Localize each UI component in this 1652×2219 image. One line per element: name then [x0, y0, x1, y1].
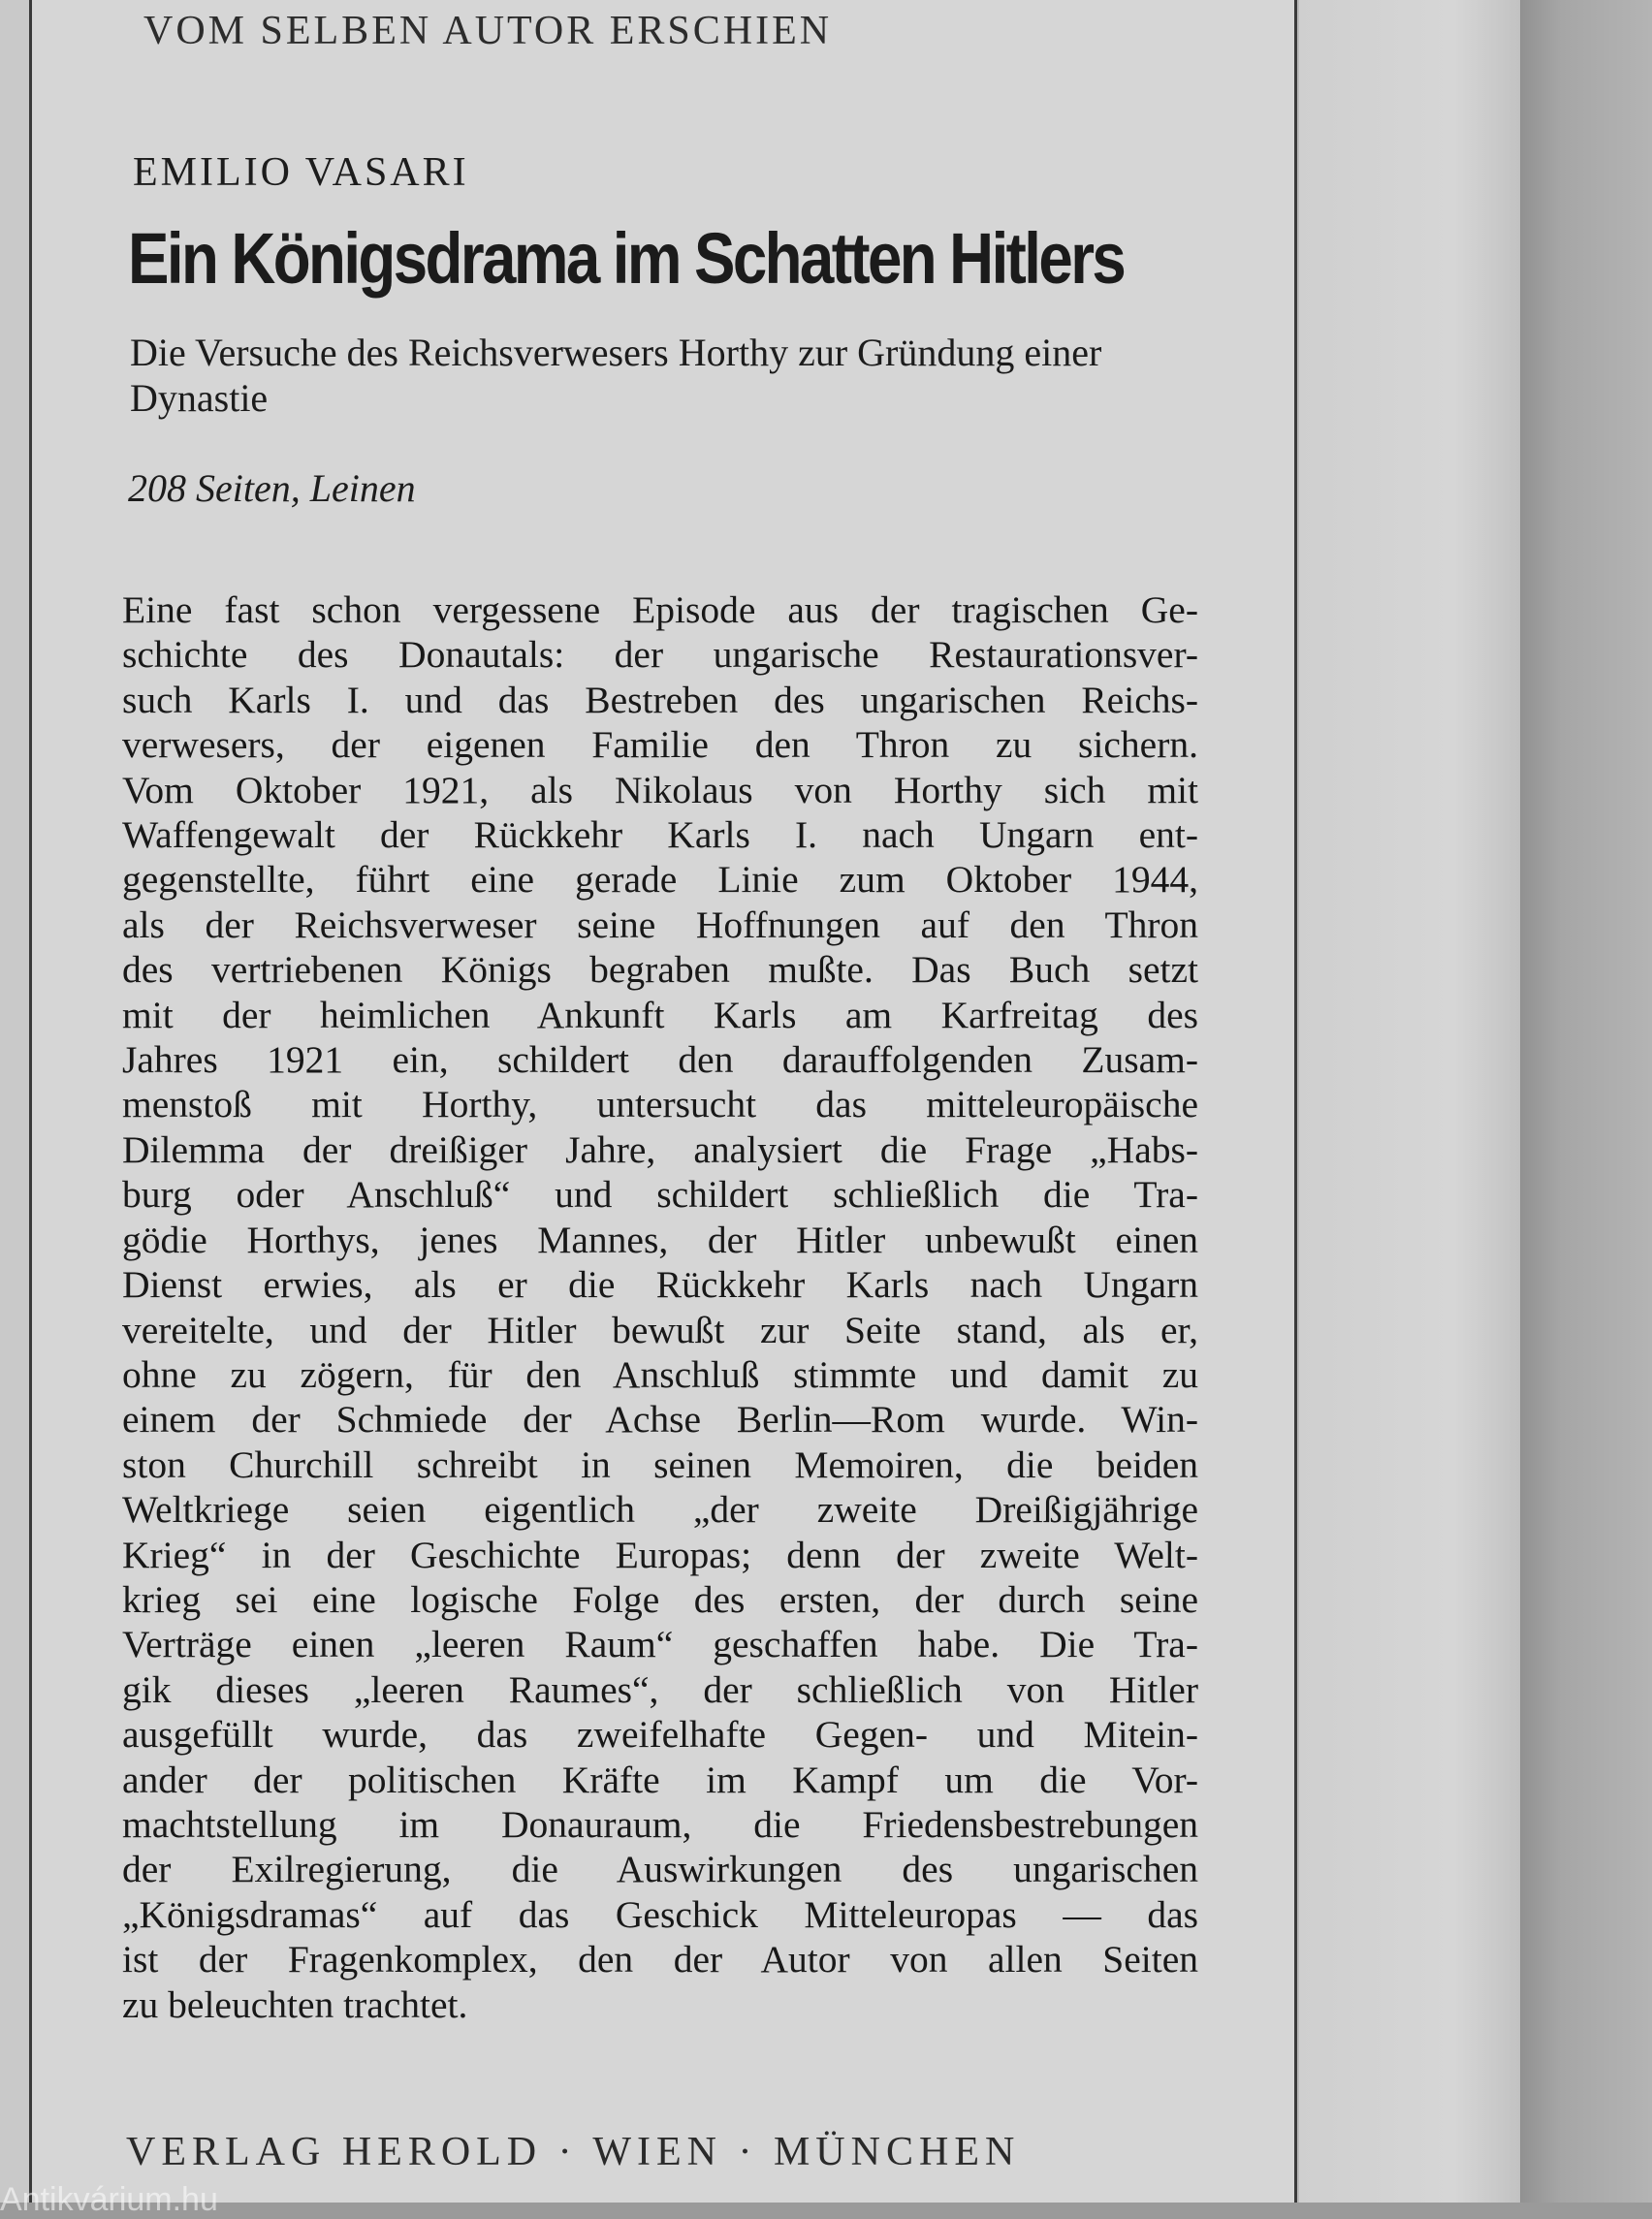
description-line: Verträge einen „leeren Raum“ geschaffen habe. Die Tra- — [122, 1623, 1198, 1666]
description-line: menstoß mit Horthy, untersucht das mitteleuropäische — [122, 1083, 1198, 1126]
description-line: gegenstellte, führt eine gerade Linie zum Oktober 1944, — [122, 858, 1198, 902]
book-pages-binding: 208 Seiten, Leinen — [128, 466, 416, 510]
description-line: zu beleuchten trachtet. — [122, 1982, 468, 2026]
description-line: Weltkriege seien eigentlich „der zweite Dreißigjährige — [122, 1488, 1198, 1532]
description-line: gödie Horthys, jenes Mannes, der Hitler unbewußt einen — [122, 1218, 1198, 1261]
description-line: such Karls I. und das Bestreben des ungarischen Reichs- — [122, 678, 1198, 721]
description-line: Jahres 1921 ein, schildert den darauffolgenden Zusam- — [122, 1038, 1198, 1082]
description-line: mit der heimlichen Ankunft Karls am Karfreitag des — [122, 993, 1198, 1036]
description-line: krieg sei eine logische Folge des ersten, der durch seine — [122, 1577, 1198, 1621]
watermark-text: Antikvárium.hu — [0, 2181, 218, 2218]
description-line: schichte des Donautals: der ungarische Restaurationsver- — [122, 633, 1198, 677]
description-line: der Exilregierung, die Auswirkungen des ungarischen — [122, 1848, 1198, 1891]
description-line: gik dieses „leeren Raumes“, der schließlich von Hitler — [122, 1667, 1198, 1711]
description-line: Vom Oktober 1921, als Nikolaus von Horthy sich mit — [122, 768, 1198, 811]
description-line: ausgefüllt wurde, das zweifelhafte Gegen- und Mitein- — [122, 1713, 1198, 1757]
description-line: Waffengewalt der Rückkehr Karls I. nach Ungarn ent- — [122, 813, 1198, 857]
description-line: Dilemma der dreißiger Jahre, analysiert die Frage „Habs- — [122, 1127, 1198, 1171]
book-title: Ein Königsdrama im Schatten Hitlers — [128, 218, 1125, 299]
description-line: Dienst erwies, als er die Rückkehr Karls nach Ungarn — [122, 1263, 1198, 1307]
description-line: einem der Schmiede der Achse Berlin—Rom wurde. Win- — [122, 1398, 1198, 1442]
book-description — [122, 587, 1198, 2027]
description-line: „Königsdramas“ auf das Geschick Mitteleuropas — das — [122, 1892, 1198, 1936]
description-line: burg oder Anschluß“ und schildert schließlich die Tra- — [122, 1173, 1198, 1217]
description-line: verwesers, der eigenen Familie den Thron zu sichern. — [122, 723, 1198, 767]
publisher-imprint: VERLAG HEROLD · WIEN · MÜNCHEN — [126, 2130, 1021, 2174]
description-line: ston Churchill schreibt in seinen Memoiren, die beiden — [122, 1442, 1198, 1486]
section-heading: VOM SELBEN AUTOR ERSCHIEN — [143, 9, 833, 53]
description-line: ohne zu zögern, für den Anschluß stimmte und damit zu — [122, 1352, 1198, 1396]
description-line: als der Reichsverweser seine Hoffnungen auf den Thron — [122, 903, 1198, 946]
book-subtitle: Die Versuche des Reichsverwesers Horthy zur Gründung einer Dynastie — [130, 331, 1102, 420]
description-line: ander der politischen Kräfte im Kampf um die Vor- — [122, 1758, 1198, 1801]
jacket-flap — [1297, 0, 1520, 2203]
description-line: des vertriebenen Königs begraben mußte. Das Buch setzt — [122, 948, 1198, 992]
description-line: ist der Fragenkomplex, den der Autor von allen Seiten — [122, 1938, 1198, 1981]
book-edge-shadow — [1512, 0, 1652, 2203]
description-line: Krieg“ in der Geschichte Europas; denn der zweite Welt- — [122, 1533, 1198, 1576]
description-line: machtstellung im Donauraum, die Friedensbestrebungen — [122, 1802, 1198, 1846]
book-author: EMILIO VASARI — [133, 150, 469, 195]
description-line: Eine fast schon vergessene Episode aus der tragischen Ge- — [122, 588, 1198, 631]
description-line: vereitelte, und der Hitler bewußt zur Seite stand, als er, — [122, 1308, 1198, 1351]
